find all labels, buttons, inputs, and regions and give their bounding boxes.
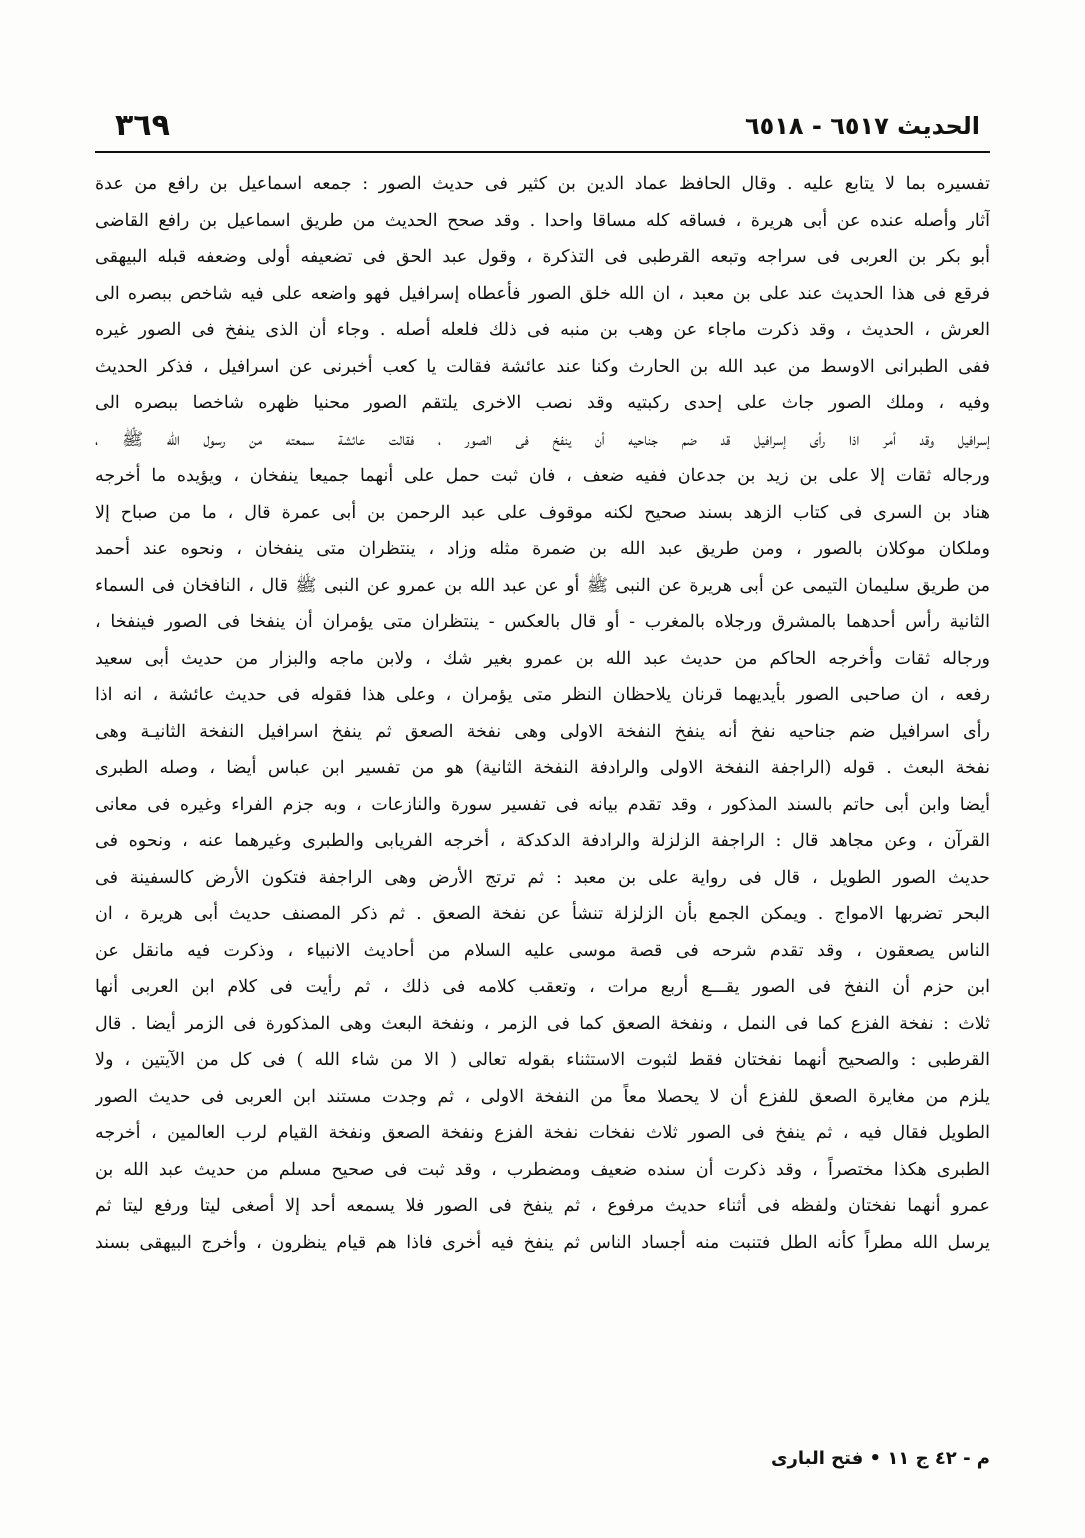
running-head: الحديث ٦٥١٧ - ٦٥١٨: [744, 112, 980, 140]
text-line: أبو بكر بن العربى فى سراجه وتبعه القرطبى فى التذكرة ، وقول عبد الحق فى تضعيفه أولى وضعفه قبله البيهقى: [95, 247, 990, 267]
text-line: ثلاث : نفخة الفزع كما فى النمل ، ونفخة الصعق كما فى الزمر ، ونفخة البعث وهى المذكورة فى الزمر أيضا . قال: [95, 1013, 990, 1034]
text-line: إسرافيل وقد أمر اذا رأى إسرافيل قد ضم جناحيه أن ينفخ فى الصور ، فقالت عائشة سمعته من رسول الله ﷺ ،: [95, 429, 990, 450]
text-line: الناس يصعقون ، وقد تقدم شرحه فى قصة موسى عليه السلام من أحاديث الانبياء ، وذكرت فيه مانقل عن: [95, 940, 990, 961]
text-line: هناد بن السرى فى كتاب الزهد بسند صحيح لكنه موقوف على عبد الرحمن بن أبى عمرة قال ، ما من صباح إلا: [95, 502, 990, 523]
text-line: ورجاله ثقات إلا على بن زيد بن جدعان ففيه ضعف ، فان ثبت حمل على أنهما جميعا ينفخان ، ويؤيده ما أخرجه: [95, 466, 990, 486]
text-line: فرقع فى هذا الحديث عند على بن معبد ، ان الله خلق الصور فأعطاه إسرافيل فهو واضعه على فيه شاخص ببصره الى: [95, 283, 990, 304]
text-line: حديث الصور الطويل ، قال فى رواية على بن معبد : ثم ترتج الأرض وهى الراجفة فتكون الأرض كالسفينة فى: [95, 867, 990, 888]
text-line: العرش ، الحديث ، وقد ذكرت ماجاء عن وهب بن منبه فى ذلك فلعله أصله . وجاء أن الذى ينفخ فى الصور غيره: [95, 320, 990, 340]
text-line: يلزم من مغايرة الصعق للفزع أن لا يحصلا معاً من النفخة الاولى ، ثم وجدت مستند ابن العربى فى حديث الصور: [95, 1086, 990, 1107]
text-line: يرسل الله مطراً كأنه الطل فتنبت منه أجساد الناس ثم ينفخ فيه أخرى فاذا هم قيام ينظرون ، وأخرج البيهقى بسند: [95, 1232, 990, 1253]
text-line: ابن حزم أن النفخ فى الصور يقـــع أربع مرات ، وتعقب كلامه فى ذلك ، ثم رأيت فى كلام ابن العربى أنها: [95, 977, 990, 997]
text-line: الطبرى هكذا مختصراً ، وقد ذكرت أن سنده ضعيف ومضطرب ، وقد ثبت فى صحيح مسلم من حديث عبد الله بن: [95, 1159, 990, 1180]
text-line: أيضا وابن أبى حاتم بالسند المذكور ، وقد تقدم بيانه فى تفسير سورة والنازعات ، وبه جزم الفراء وغيره فى معانى: [95, 794, 990, 815]
text-line: رأى اسرافيل ضم جناحيه نفخ أنه ينفخ النفخة الاولى وهى نفخة الصعق ثم ينفخ اسرافيل النفخة الثانيـة وهى: [95, 721, 990, 742]
text-line: ورجاله ثقات وأخرجه الحاكم من حديث عبد الله بن عمرو بغير شك ، ولابن ماجه والبزار من حديث أبى سعيد: [95, 648, 990, 669]
text-line: تفسيره بما لا يتابع عليه . وقال الحافظ عماد الدين بن كثير فى حديث الصور : جمعه اسماعيل بن رافع من عدة: [95, 174, 990, 194]
text-line: القرطبى : والصحيح أنهما نفختان فقط لثبوت الاستثناء بقوله تعالى ( الا من شاء الله ) فى كل من الآيتين ، ولا: [95, 1050, 990, 1070]
text-line: القرآن ، وعن مجاهد قال : الراجفة الزلزلة والرادفة الدكدكة ، أخرجه الفريابى والطبرى وغيرهما عنه ، ونحوه فى: [95, 831, 990, 851]
text-line: من طريق سليمان التيمى عن أبى هريرة عن النبى ﷺ أو عن عبد الله بن عمرو عن النبى ﷺ قال ، النافخان فى السماء: [95, 575, 990, 596]
text-line: ففى الطبرانى الاوسط من عبد الله بن الحارث وكنا عند عائشة فقالت يا كعب أخبرنى عن اسرافيل ، فذكر الحديث: [95, 356, 990, 377]
body-text: [95, 166, 990, 1261]
text-line: نفخة البعث . قوله (الراجفة النفخة الاولى والرادفة النفخة الثانية) هو من تفسير ابن عباس أيضا ، وصله الطبرى: [95, 758, 990, 778]
page-header: [95, 108, 990, 150]
page-number: ٣٦٩: [115, 108, 170, 143]
text-line: الثانية رأس أحدهما بالمشرق ورجلاه بالمغرب - أو قال بالعكس - ينتظران متى يؤمران أن ينفخا فى الصور فينفخا ،: [95, 612, 990, 632]
text-line: البحر تضربها الامواج . ويمكن الجمع بأن الزلزلة تنشأ عن نفخة الصعق . ثم ذكر المصنف حديث أبى هريرة ، ان: [95, 904, 990, 924]
text-line: وملكان موكلان بالصور ، ومن طريق عبد الله بن ضمرة مثله وزاد ، ينتظران متى ينفخان ، ونحوه عند أحمد: [95, 539, 990, 559]
page-footer: م - ٤٢ ج ١١ • فتح البارى: [771, 1448, 990, 1469]
text-line: وفيه ، وملك الصور جاث على إحدى ركبتيه وقد نصب الاخرى يلتقم الصور محنيا ظهره شاخصا ببصره الى: [95, 393, 990, 413]
text-line: الطويل فقال فيه ، ثم ينفخ فى الصور ثلاث نفخات نفخة الفزع ونفخة الصعق ونفخة القيام لرب العالمين ، أخرجه: [95, 1123, 990, 1143]
header-rule: [95, 151, 990, 153]
text-line: رفعه ، ان صاحبى الصور بأيديهما قرنان يلاحظان النظر متى يؤمران ، وعلى هذا فقوله فى حديث عائشة ، انه اذا: [95, 685, 990, 705]
text-line: آثار وأصله عنده عن أبى هريرة ، فساقه كله مساقا واحدا . وقد صحح الحديث من طريق اسماعيل بن رافع القاضى: [95, 210, 990, 231]
text-line: عمرو أنهما نفختان ولفظه فى أثناء حديث مرفوع ، ثم ينفخ فى الصور فلا يسمعه أحد إلا أصغى ليتا ورفع ليتا ثم: [95, 1196, 990, 1216]
